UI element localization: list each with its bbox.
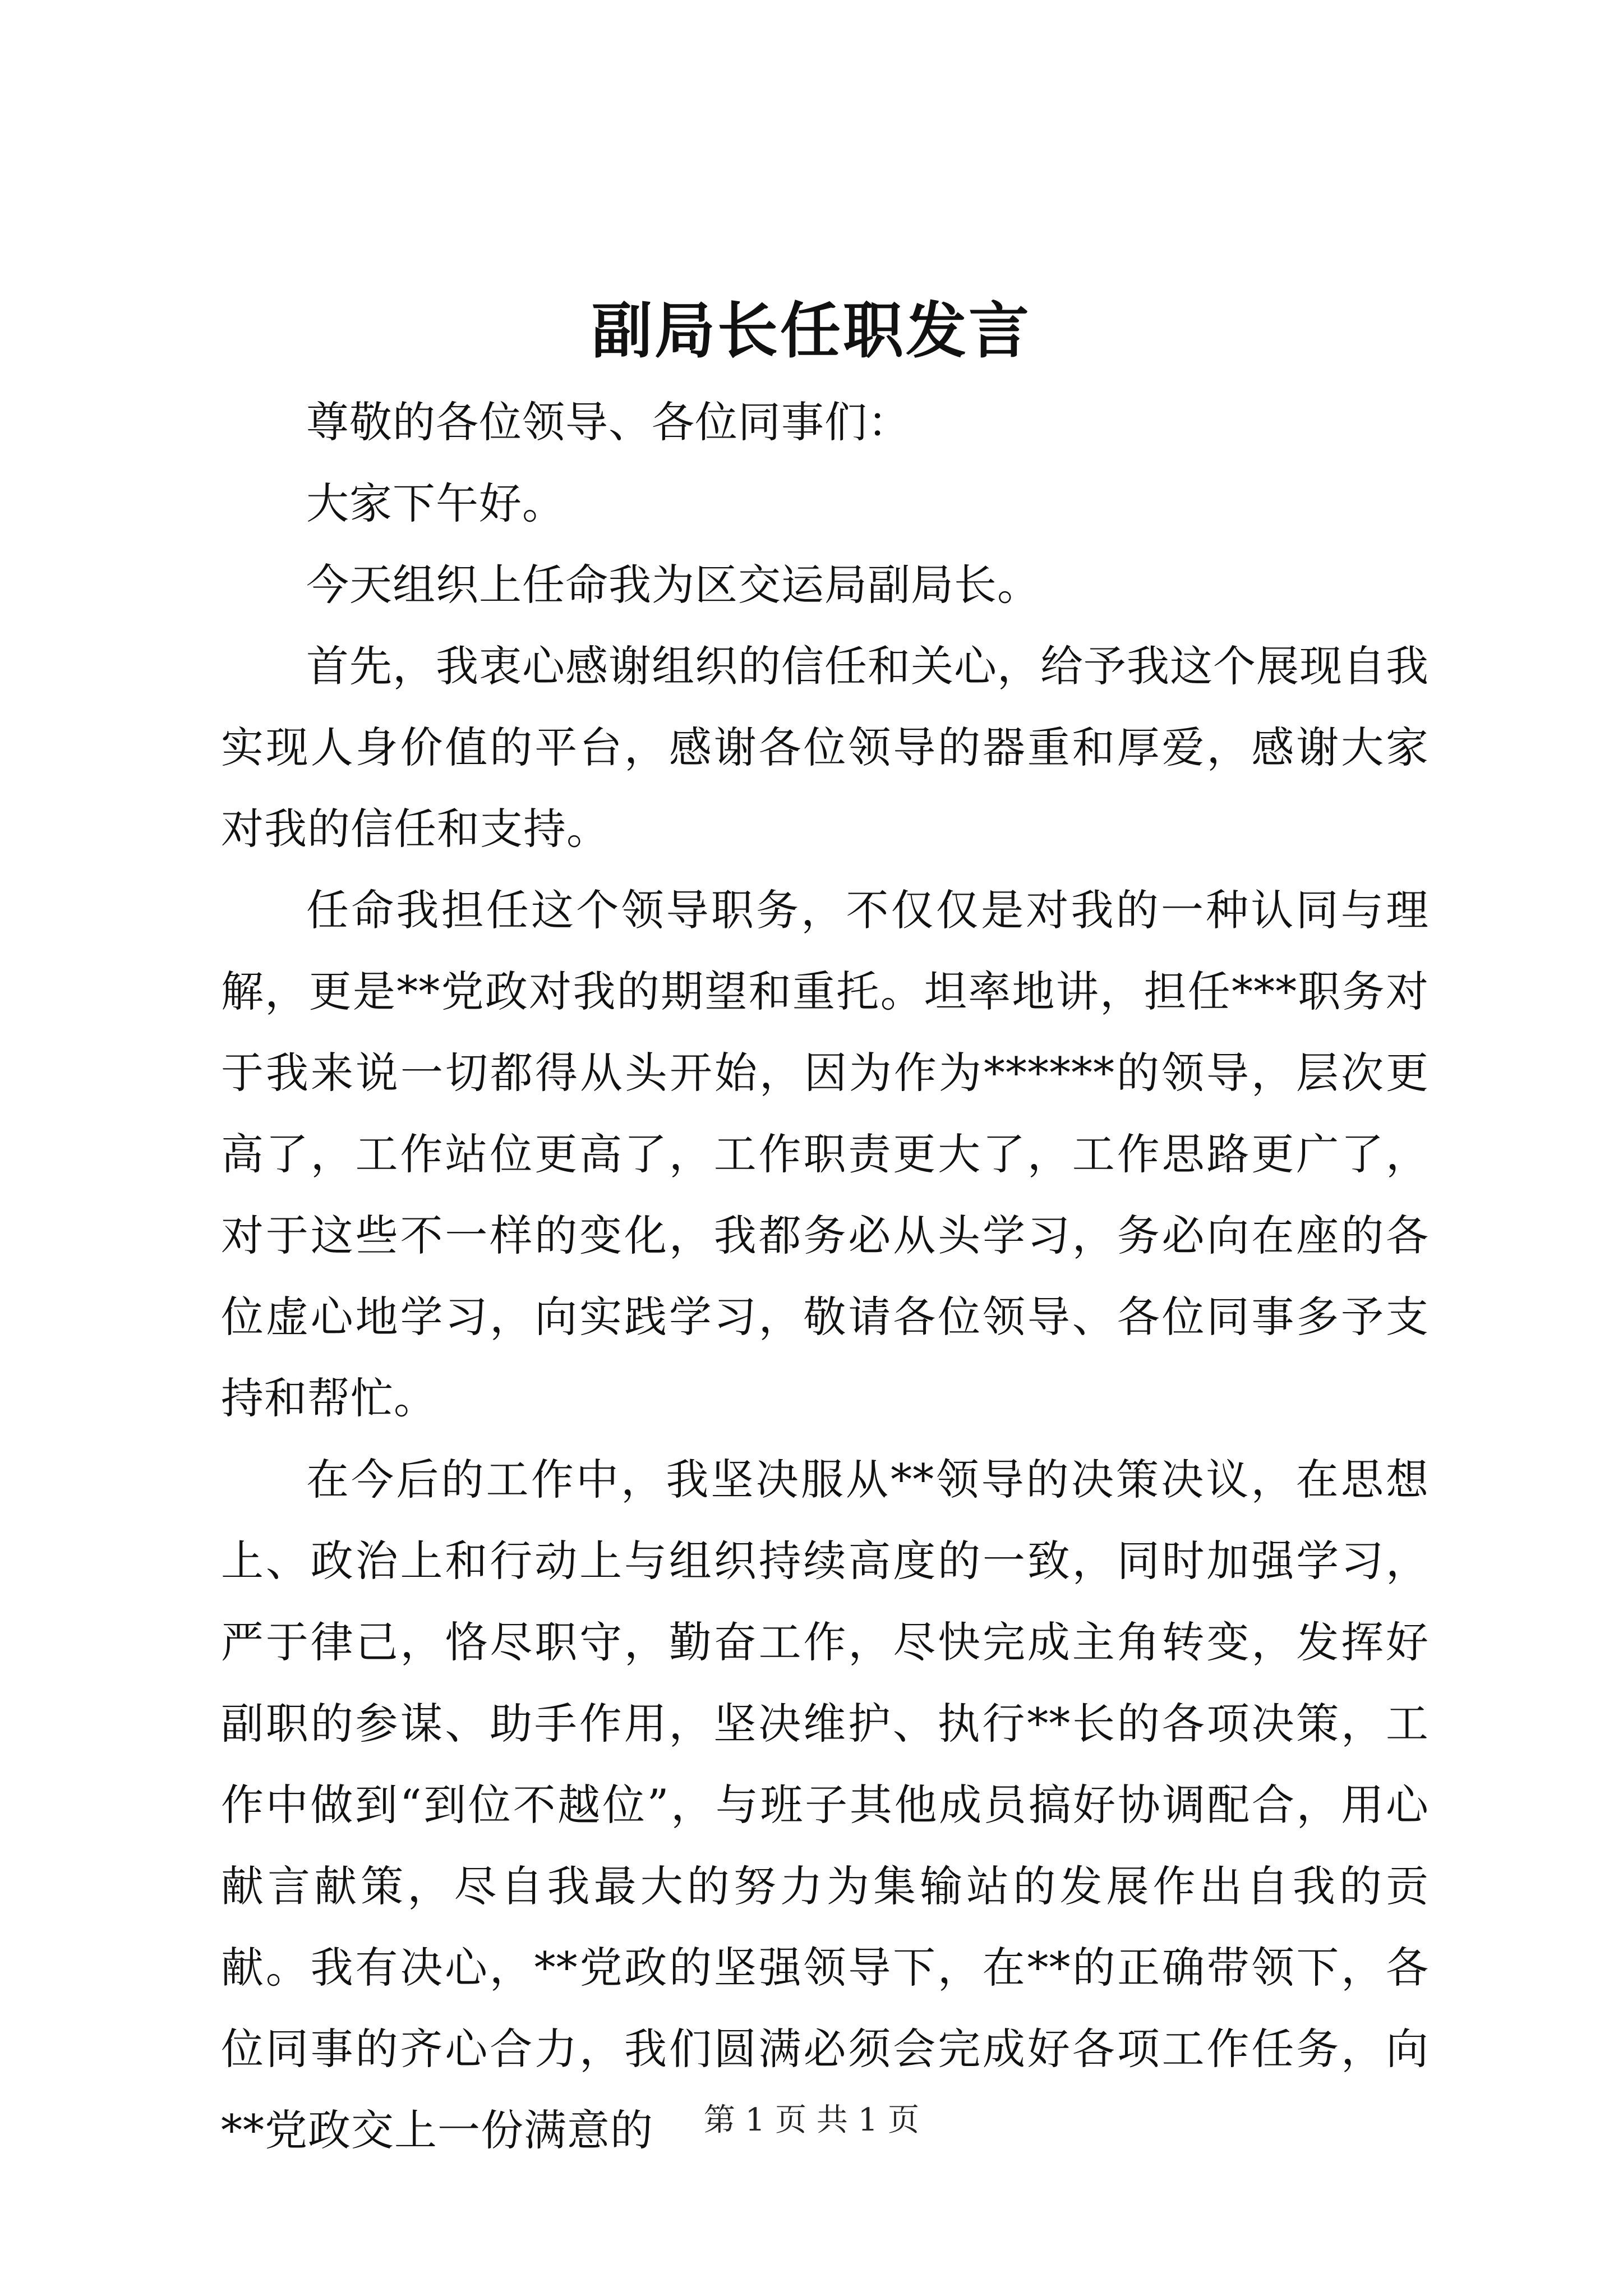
paragraph-thanks: 首先，我衷心感谢组织的信任和关心，给予我这个展现自我实现人身价值的平台，感谢各位领导的器重和厚爱，感谢大家对我的信任和支持。: [221, 641, 1429, 854]
document-body: [221, 381, 1429, 2171]
paragraph-responsibility: 任命我担任这个领导职务，不仅仅是对我的一种认同与理解，更是**党政对我的期望和重托。坦率地讲，担任***职务对于我来说一切都得从头开始，因为作为******的领导，层次更高了，工作站位更高了，工作职责更大了，工作思路更广了，对于这些不一样的变化，我都务必从头学习，务必向在座的各位虚心地学习，向实践学习，敬请各位领导、各位同事多予支持和帮忙。: [221, 885, 1429, 1423]
page-title: 副局长任职发言: [591, 296, 1031, 366]
paragraph-commitment: 在今后的工作中，我坚决服从**领导的决策决议，在思想上、政治上和行动上与组织持续高度的一致，同时加强学习，严于律己，恪尽职守，勤奋工作，尽快完成主角转变，发挥好副职的参谋、助手作用，坚决维护、执行**长的各项决策，工作中做到“到位不越位”，与班子其他成员搞好协调配合，用心献言献策，尽自我最大的努力为集输站的发展作出自我的贡献。我有决心，**党政的坚强领导下，在**的正确带领下，各位同事的齐心合力，我们圆满必须会完成好各项工作任务，向**党政交上一份满意的: [221, 1455, 1429, 2155]
paragraph-greeting: 大家下午好。: [306, 478, 565, 528]
paragraph-appointment: 今天组织上任命我为区交运局副局长。: [306, 560, 1040, 610]
paragraph-salutation: 尊敬的各位领导、各位同事们：: [306, 397, 911, 447]
page-footer: 第 1 页 共 1 页: [703, 2102, 920, 2138]
